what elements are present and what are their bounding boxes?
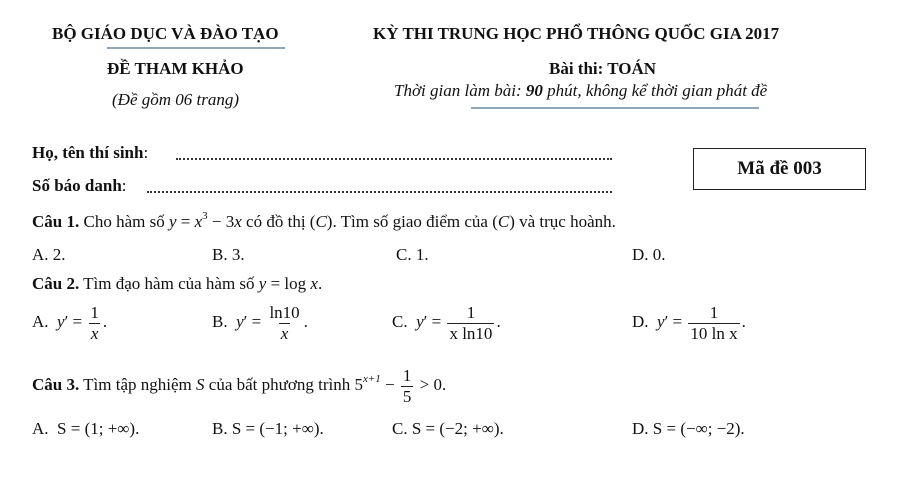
option-letter: D.	[632, 419, 649, 438]
q1-option-d[interactable]	[632, 245, 666, 265]
option-value: S = (−1; +∞).	[231, 419, 324, 438]
option-letter: A.	[32, 245, 49, 264]
question-3: Câu 3. Tìm tập nghiệm S của bất phương trình $5^{x+1}$ − $\frac{1}{5}$ > 0.	[32, 366, 447, 406]
fraction: $\frac{1}{\text{10 ln x}}$	[690, 303, 738, 343]
fraction: $\frac{1}{\text{x ln10}}$	[449, 303, 493, 343]
option-letter: B.	[212, 419, 228, 438]
set-variable: S	[196, 374, 205, 394]
option-letter: B.	[212, 245, 228, 264]
option-letter: D.	[632, 245, 649, 264]
option-letter: A.	[32, 311, 49, 331]
option-letter: C.	[392, 419, 408, 438]
option-value: S = (−2; +∞).	[411, 419, 504, 438]
exp-base: 5	[354, 374, 363, 394]
pages-note: (Đề gồm 06 trang)	[112, 90, 240, 109]
candidate-id-label: Số báo danh	[32, 176, 122, 195]
q3-option-a[interactable]	[32, 419, 139, 439]
question-1-text-after: có đồ thị (C). Tìm số giao điểm của (C) và trục hoành.	[246, 212, 616, 231]
option-letter: B.	[212, 311, 228, 331]
subject-title: Bài thi: TOÁN	[549, 59, 657, 78]
question-2: Câu 2. Tìm đạo hàm của hàm số y = log x.	[32, 274, 323, 293]
time-underline	[471, 107, 759, 109]
question-2-text: Tìm đạo hàm của hàm số	[79, 274, 259, 293]
q1-option-a[interactable]	[32, 245, 66, 265]
question-1-math: y	[168, 212, 177, 231]
option-value: 2.	[52, 245, 66, 264]
option-value: S = (−∞; −2).	[652, 419, 745, 438]
q2-option-d[interactable]: D. y′ = $\frac{1}{\text{10 ln x}}$ .	[632, 303, 746, 343]
option-value: S = (1; +∞).	[57, 419, 140, 438]
q3-option-c[interactable]	[392, 419, 504, 439]
question-3-text: Tìm tập nghiệm	[79, 374, 197, 394]
candidate-name-field[interactable]	[176, 146, 612, 160]
option-letter: A.	[32, 419, 49, 438]
fraction: $\frac{\ln 10}{x}$	[269, 303, 300, 343]
candidate-name-label: Họ, tên thí sinh	[32, 143, 144, 162]
fraction: $\frac{1}{x}$	[90, 303, 99, 343]
ministry-underline	[107, 47, 285, 49]
q2-option-b[interactable]: B. y′ = $\frac{\ln 10}{x}$ .	[212, 303, 308, 343]
question-1-text: Cho hàm số	[79, 212, 169, 231]
exam-title: KỲ THI TRUNG HỌC PHỔ THÔNG QUỐC GIA 2017	[373, 24, 780, 43]
q3-option-b[interactable]	[212, 419, 324, 439]
question-2-label: Câu 2.	[32, 274, 80, 293]
time-prefix: Thời gian làm bài:	[394, 81, 526, 100]
time-note	[394, 81, 767, 101]
candidate-id-field[interactable]	[147, 179, 612, 193]
option-value: 1.	[415, 245, 429, 264]
time-suffix: phút, không kể thời gian phát đề	[542, 81, 768, 100]
question-3-label: Câu 3.	[32, 374, 80, 394]
exam-type-title: ĐỀ THAM KHẢO	[107, 59, 244, 78]
q2-option-c[interactable]: C. y′ = $\frac{1}{\text{x ln10}}$ .	[392, 303, 501, 343]
q3-option-d[interactable]	[632, 419, 745, 439]
q2-option-a[interactable]: A. y′ = $\frac{1}{x}$ .	[32, 303, 108, 343]
option-value: 0.	[652, 245, 666, 264]
question-1-label: Câu 1.	[32, 212, 80, 231]
exp-power: x+1	[362, 372, 381, 385]
ministry-title: BỘ GIÁO DỤC VÀ ĐÀO TẠO	[52, 24, 279, 43]
option-letter: C.	[396, 245, 412, 264]
exam-code-box: Mã đề 003	[693, 148, 866, 190]
time-minutes: 90	[525, 81, 543, 100]
candidate-id-row	[32, 176, 127, 196]
option-letter: D.	[632, 311, 649, 331]
option-value: 3.	[231, 245, 245, 264]
question-1: Câu 1. Cho hàm số $y = x^3 - 3x$ có đồ thị (C). Tìm số giao điểm của (C) và trục hoành.	[32, 210, 616, 231]
q1-option-b[interactable]	[212, 245, 245, 265]
fraction: $\frac{1}{5}$	[402, 366, 412, 406]
option-letter: C.	[392, 311, 408, 331]
colon: :	[121, 176, 127, 195]
question-3-text-mid: của bất phương trình	[204, 374, 355, 394]
colon: :	[143, 143, 149, 162]
candidate-name-row	[32, 143, 148, 163]
q1-option-c[interactable]	[396, 245, 429, 265]
question-2-math: y	[258, 274, 267, 293]
